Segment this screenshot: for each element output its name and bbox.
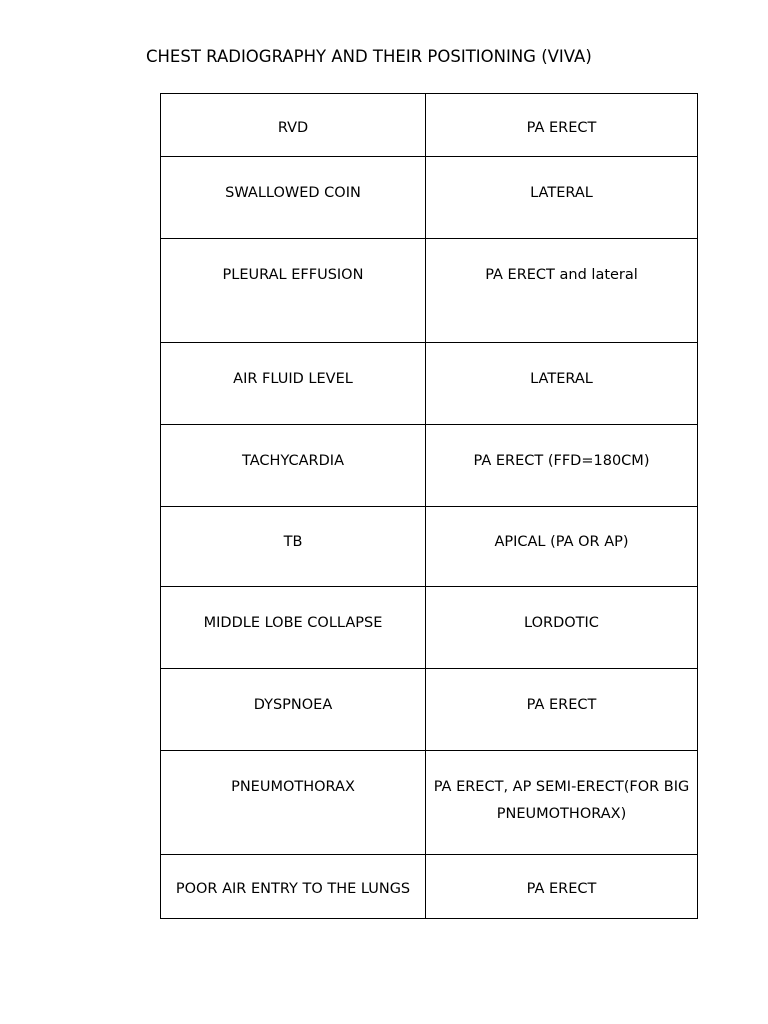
condition-cell: AIR FLUID LEVEL <box>161 343 426 425</box>
condition-cell: SWALLOWED COIN <box>161 157 426 239</box>
condition-cell: RVD <box>161 94 426 157</box>
position-cell: LATERAL <box>426 157 698 239</box>
table-row <box>161 587 698 669</box>
position-cell: PA ERECT, AP SEMI-ERECT(FOR BIG PNEUMOTHORAX) <box>426 751 698 855</box>
position-cell: LATERAL <box>426 343 698 425</box>
position-cell: LORDOTIC <box>426 587 698 669</box>
condition-cell: PNEUMOTHORAX <box>161 751 426 855</box>
position-cell: PA ERECT <box>426 669 698 751</box>
table-row <box>161 343 698 425</box>
condition-cell: TB <box>161 507 426 587</box>
page-title: CHEST RADIOGRAPHY AND THEIR POSITIONING (VIVA) <box>146 47 592 66</box>
condition-cell: PLEURAL EFFUSION <box>161 239 426 343</box>
table-row <box>161 239 698 343</box>
positioning-table <box>160 93 698 919</box>
table-row <box>161 425 698 507</box>
table-row <box>161 669 698 751</box>
table-row <box>161 751 698 855</box>
position-cell: PA ERECT <box>426 94 698 157</box>
position-cell: PA ERECT and lateral <box>426 239 698 343</box>
condition-cell: MIDDLE LOBE COLLAPSE <box>161 587 426 669</box>
position-cell: PA ERECT <box>426 855 698 919</box>
table-row <box>161 94 698 157</box>
position-cell: PA ERECT (FFD=180CM) <box>426 425 698 507</box>
table-row <box>161 855 698 919</box>
condition-cell: TACHYCARDIA <box>161 425 426 507</box>
table-row <box>161 507 698 587</box>
condition-cell: POOR AIR ENTRY TO THE LUNGS <box>161 855 426 919</box>
condition-cell: DYSPNOEA <box>161 669 426 751</box>
position-cell: APICAL (PA OR AP) <box>426 507 698 587</box>
table-row <box>161 157 698 239</box>
